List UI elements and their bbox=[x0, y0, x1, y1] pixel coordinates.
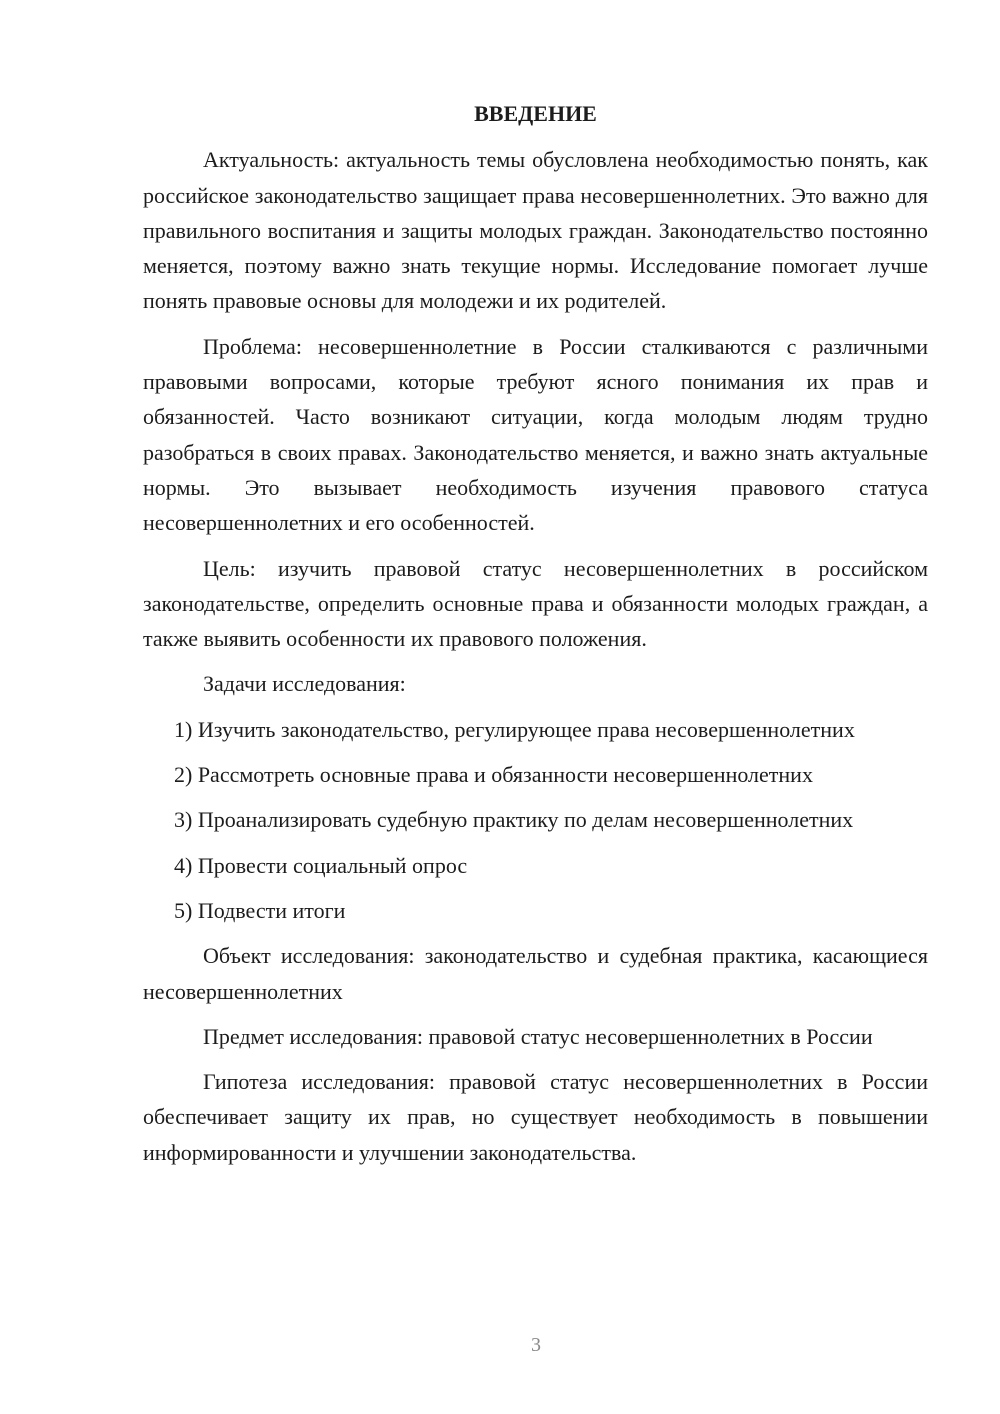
subject-paragraph: Предмет исследования: правовой статус несовершеннолетних в России bbox=[203, 1023, 873, 1049]
section-title: ВВЕДЕНИЕ bbox=[474, 101, 597, 126]
task-item: 1) Изучить законодательство, регулирующее права несовершеннолетних bbox=[174, 716, 855, 742]
tasks-heading: Задачи исследования: bbox=[203, 671, 406, 697]
page-content bbox=[143, 96, 928, 1170]
problem-paragraph: Проблема: несовершеннолетние в России сталкиваются с различными правовыми вопросами, которые требуют ясного понимания их прав и обязанностей. Часто возникают ситуации, когда молодым людям трудно разобраться в своих правах. Законодательство меняется, и важно знать актуальные нормы. Это вызывает необходимость изучения правового статуса несовершеннолетних и его особенностей. bbox=[143, 333, 928, 536]
goal-paragraph: Цель: изучить правовой статус несовершеннолетних в российском законодательстве, определить основные права и обязанности молодых граждан, а также выявить особенности их правового положения. bbox=[143, 555, 928, 652]
task-item: 4) Провести социальный опрос bbox=[174, 852, 468, 878]
object-paragraph: Объект исследования: законодательство и судебная практика, касающиеся несовершеннолетних bbox=[143, 943, 928, 1004]
relevance-paragraph: Актуальность: актуальность темы обусловлена необходимостью понять, как российское законодательство защищает права несовершеннолетних. Это важно для правильного воспитания и защиты молодых граждан. Законодательство постоянно меняется, поэтому важно знать текущие нормы. Исследование помогает лучше понять правовые основы для молодежи и их родителей. bbox=[143, 147, 928, 314]
hypothesis-paragraph: Гипотеза исследования: правовой статус несовершеннолетних в России обеспечивает защиту их прав, но существует необходимость в повышении информированности и улучшении законодательства. bbox=[143, 1069, 928, 1165]
task-item: 3) Проанализировать судебную практику по делам несовершеннолетних bbox=[174, 807, 854, 833]
page-number: 3 bbox=[531, 1334, 541, 1356]
task-item: 5) Подвести итоги bbox=[174, 897, 346, 923]
task-item: 2) Рассмотреть основные права и обязанности несовершеннолетних bbox=[174, 762, 813, 788]
